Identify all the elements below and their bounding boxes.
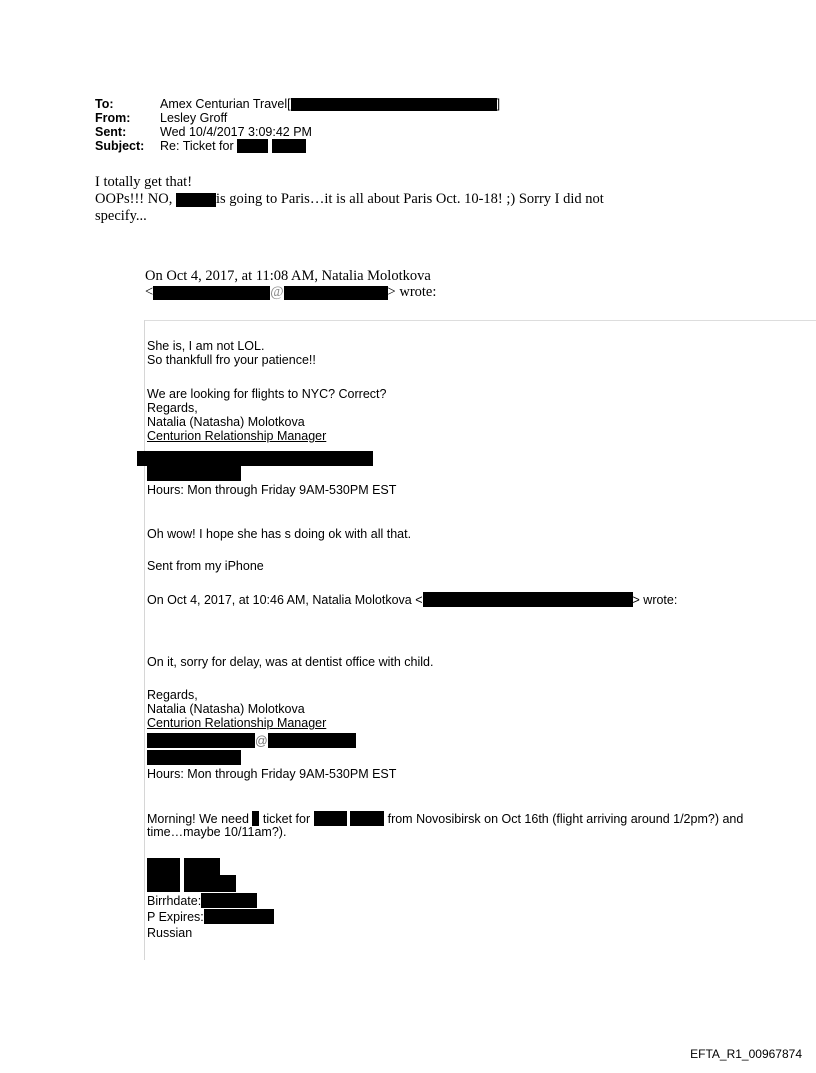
redaction-box [350,811,384,826]
to-end: ] [496,97,501,111]
from-value: Lesley Groff [160,111,228,125]
quote-line: Sent from my iPhone [147,559,264,573]
quote-line: So thankfull fro your patience!! [147,353,316,367]
redaction-box [176,193,216,207]
quote-text: from Novosibirsk on Oct 16th (flight arriving around 1/2pm?) and [387,812,744,826]
redaction-box [423,592,633,607]
redaction-box [291,98,497,111]
quote-line: Regards, [147,688,198,702]
quote-line [147,733,356,748]
attribution-text: < [145,284,154,300]
quote-line: Centurion Relationship Manager [147,716,327,730]
quote-line: Hours: Mon through Friday 9AM-530PM EST [147,483,397,497]
quote-line: Hours: Mon through Friday 9AM-530PM EST [147,767,397,781]
redaction-box [268,733,356,748]
attribution-line: On Oct 4, 2017, at 11:08 AM, Natalia Molotkova [145,268,431,284]
attribution-text: > wrote: [387,284,437,300]
quote-text: > wrote: [632,593,678,607]
quote-line [147,909,274,924]
quote-line: time…maybe 10/11am?). [147,825,287,839]
body-text: is going to Paris…it is all about Paris Oct. 10-18! ;) Sorry I did not [215,191,604,207]
sent-label: Sent: [95,125,127,139]
attribution-text: @ [270,284,284,300]
redaction-box [147,875,180,892]
attribution-email-line [145,284,436,300]
to-recipient: Amex Centurian Travel[ [160,97,291,111]
quote-line: We are looking for flights to NYC? Correct? [147,387,387,401]
redaction-box [147,750,241,765]
body-line [95,191,604,207]
redaction-box [284,286,388,300]
quote-text: Morning! We need [147,812,249,826]
quote-line: On it, sorry for delay, was at dentist office with child. [147,655,434,669]
body-line: I totally get that! [95,174,193,190]
from-label: From: [95,111,131,125]
redaction-box [184,858,220,875]
quote-line: Regards, [147,401,198,415]
to-value [160,97,500,111]
subject-value [160,139,306,153]
redaction-box [314,811,347,826]
quote-line: Centurion Relationship Manager [147,429,327,443]
quote-line [147,893,257,908]
subject-text: Re: Ticket for [160,139,234,153]
quote-text: @ [255,734,268,748]
redaction-box [272,139,306,153]
redaction-box [153,286,270,300]
quote-line: Natalia (Natasha) Molotkova [147,415,305,429]
sent-value: Wed 10/4/2017 3:09:42 PM [160,125,312,139]
quote-line [147,592,677,607]
body-text: OOPs!!! NO, [95,191,173,207]
quote-text: On Oct 4, 2017, at 10:46 AM, Natalia Molotkova < [147,593,423,607]
bates-number: EFTA_R1_00967874 [690,1047,802,1061]
quote-line: Oh wow! I hope she has s doing ok with all that. [147,527,412,541]
redaction-box [252,811,259,826]
to-label: To: [95,97,114,111]
quote-text: P Expires: [147,910,204,924]
subject-label: Subject: [95,139,145,153]
redaction-box [147,858,180,875]
redaction-box [237,139,268,153]
quote-line [147,811,743,826]
quote-line: Natalia (Natasha) Molotkova [147,702,305,716]
quote-bar [144,320,145,960]
quote-text: ticket for [262,812,311,826]
redaction-box [137,451,373,466]
redaction-box [201,893,257,908]
redaction-box [147,466,241,481]
quote-divider [144,320,816,321]
body-line: specify... [95,208,147,224]
redaction-box [147,733,255,748]
quote-text: Birrhdate: [147,894,202,908]
quote-line: Russian [147,926,193,940]
quote-line: She is, I am not LOL. [147,339,265,353]
redaction-box [184,875,236,892]
redaction-box [204,909,274,924]
